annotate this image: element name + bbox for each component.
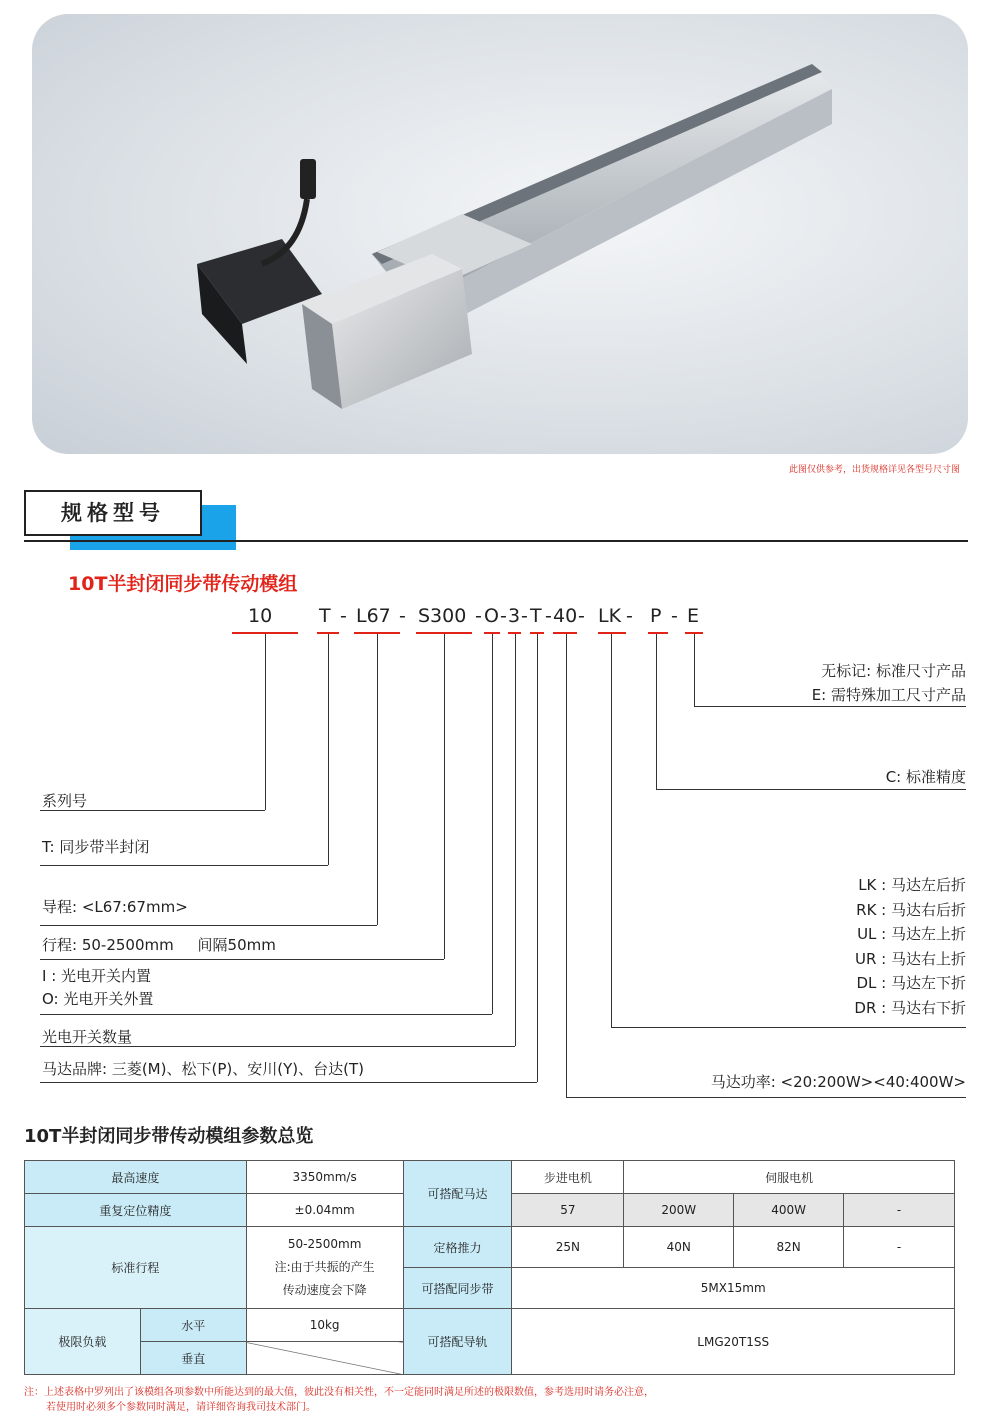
label-type: T: 同步带半封闭 bbox=[42, 838, 150, 856]
code-sep: - bbox=[545, 605, 552, 627]
cell-motor-57: 57 bbox=[512, 1194, 624, 1227]
label-rk: RK : 马达右后折 bbox=[856, 901, 966, 919]
cell-repeat-label: 重复定位精度 bbox=[25, 1194, 247, 1227]
code-sep: - bbox=[399, 605, 406, 627]
cell-horizontal: 10kg bbox=[246, 1309, 403, 1342]
label-special: E: 需特殊加工尺寸产品 bbox=[811, 686, 966, 704]
code-lead: L67 bbox=[356, 605, 391, 627]
leader-line bbox=[444, 634, 445, 959]
stroke-note-2: 传动速度会下降 bbox=[282, 1283, 367, 1297]
cell-motor-200w: 200W bbox=[624, 1194, 734, 1227]
label-ul: UL : 马达左上折 bbox=[857, 925, 966, 943]
leader-line bbox=[694, 706, 966, 707]
cell-thrust-40n: 40N bbox=[624, 1227, 734, 1268]
code-sep: - bbox=[521, 605, 528, 627]
label-sensor-in: I : 光电开关内置 bbox=[42, 967, 152, 985]
cell-belt: 5MX15mm bbox=[512, 1268, 955, 1309]
leader-line bbox=[328, 634, 329, 865]
cell-rail: LMG20T1SS bbox=[512, 1309, 955, 1375]
photo-disclaimer: 此图仅供参考，出货规格详见各型号尺寸图 bbox=[788, 465, 960, 475]
leader-line bbox=[492, 634, 493, 1014]
label-sensor-qty: 光电开关数量 bbox=[42, 1028, 133, 1046]
cell-thrust-none: - bbox=[844, 1227, 955, 1268]
cell-horizontal-label: 水平 bbox=[140, 1309, 246, 1342]
leader-line bbox=[265, 634, 266, 810]
label-power: 马达功率: <20:200W><40:400W> bbox=[710, 1073, 966, 1091]
underline bbox=[553, 632, 577, 634]
code-sep: - bbox=[671, 605, 678, 627]
leader-line bbox=[611, 1027, 966, 1028]
model-title: 10T半封闭同步带传动模组 bbox=[68, 573, 298, 595]
cell-vertical-label: 垂直 bbox=[140, 1342, 246, 1375]
cell-motor-label: 可搭配马达 bbox=[403, 1161, 512, 1227]
leader-line bbox=[537, 634, 538, 1082]
code-sensor: O bbox=[484, 605, 499, 627]
cell-vertical-empty bbox=[246, 1342, 403, 1375]
leader-line bbox=[656, 634, 657, 789]
code-sep: - bbox=[578, 605, 585, 627]
code-sep: - bbox=[475, 605, 482, 627]
underline bbox=[648, 632, 668, 634]
label-dl: DL : 马达左下折 bbox=[856, 974, 966, 992]
leader-line bbox=[611, 634, 612, 1027]
code-special: E bbox=[687, 605, 700, 627]
cell-stroke-label: 标准行程 bbox=[25, 1227, 247, 1309]
footnote-line-1: 注：上述表格中罗列出了该模组各项参数中所能达到的最大值，彼此没有相关性，不一定能同时满足所述的极限数值，参考选用时请务必注意， bbox=[24, 1387, 654, 1398]
code-series: 10 bbox=[248, 605, 273, 627]
cell-max-speed: 3350mm/s bbox=[246, 1161, 403, 1194]
stroke-note-1: 注:由于共振的产生 bbox=[274, 1260, 375, 1274]
leader-line bbox=[40, 1082, 537, 1083]
label-std-size: 无标记: 标准尺寸产品 bbox=[821, 662, 966, 680]
stroke-range: 50-2500mm bbox=[287, 1237, 362, 1251]
table-title: 10T半封闭同步带传动模组参数总览 bbox=[24, 1126, 314, 1147]
code-power: 40 bbox=[553, 605, 578, 627]
cell-stroke bbox=[246, 1227, 403, 1309]
leader-line bbox=[40, 865, 328, 866]
cell-load-label: 极限负载 bbox=[25, 1309, 141, 1375]
label-sensor-out: O: 光电开关外置 bbox=[42, 990, 154, 1008]
label-stroke: 行程: 50-2500mm 间隔50mm bbox=[42, 936, 276, 954]
label-ur: UR : 马达右上折 bbox=[855, 950, 966, 968]
label-lead: 导程: <L67:67mm> bbox=[42, 898, 188, 916]
leader-line bbox=[40, 925, 377, 926]
cell-servo: 伺服电机 bbox=[624, 1161, 955, 1194]
leader-line bbox=[377, 634, 378, 925]
section-divider bbox=[24, 540, 968, 542]
cell-rail-label: 可搭配导轨 bbox=[403, 1309, 512, 1375]
leader-line bbox=[694, 634, 695, 706]
cell-thrust-82n: 82N bbox=[734, 1227, 844, 1268]
label-precision: C: 标准精度 bbox=[885, 768, 966, 786]
cell-repeat: ±0.04mm bbox=[246, 1194, 403, 1227]
label-motor-brand: 马达品牌: 三菱(M)、松下(P)、安川(Y)、台达(T) bbox=[42, 1060, 364, 1078]
footnote bbox=[24, 1385, 654, 1415]
label-series: 系列号 bbox=[42, 792, 88, 810]
linear-module-illustration bbox=[32, 14, 968, 454]
cell-belt-label: 可搭配同步带 bbox=[403, 1268, 512, 1309]
cell-stepper: 步进电机 bbox=[512, 1161, 624, 1194]
label-lk: LK : 马达左后折 bbox=[858, 876, 966, 894]
code-sep: - bbox=[626, 605, 633, 627]
code-precision: P bbox=[650, 605, 662, 627]
leader-line bbox=[515, 634, 516, 1046]
cell-max-speed-label: 最高速度 bbox=[25, 1161, 247, 1194]
spec-table bbox=[24, 1160, 955, 1375]
cell-thrust-label: 定格推力 bbox=[403, 1227, 512, 1268]
leader-line bbox=[40, 1014, 492, 1015]
code-type: T bbox=[319, 605, 331, 627]
label-dr: DR : 马达右下折 bbox=[854, 999, 966, 1017]
code-sep: - bbox=[500, 605, 507, 627]
leader-line bbox=[566, 1097, 966, 1098]
cell-thrust-25n: 25N bbox=[512, 1227, 624, 1268]
code-motor-brand: T bbox=[530, 605, 542, 627]
product-photo bbox=[32, 14, 968, 454]
leader-line bbox=[40, 959, 444, 960]
leader-line bbox=[566, 634, 567, 1097]
code-orientation: LK bbox=[598, 605, 622, 627]
leader-line bbox=[656, 789, 966, 790]
code-stroke: S300 bbox=[418, 605, 467, 627]
section-title: 规格型号 bbox=[24, 490, 202, 536]
cell-motor-400w: 400W bbox=[734, 1194, 844, 1227]
underline bbox=[598, 632, 626, 634]
footnote-line-2: 若使用时必须多个参数同时满足，请详细咨询我司技术部门。 bbox=[46, 1402, 316, 1413]
code-sep: - bbox=[340, 605, 347, 627]
cell-motor-none: - bbox=[844, 1194, 955, 1227]
code-sensor-qty: 3 bbox=[508, 605, 521, 627]
